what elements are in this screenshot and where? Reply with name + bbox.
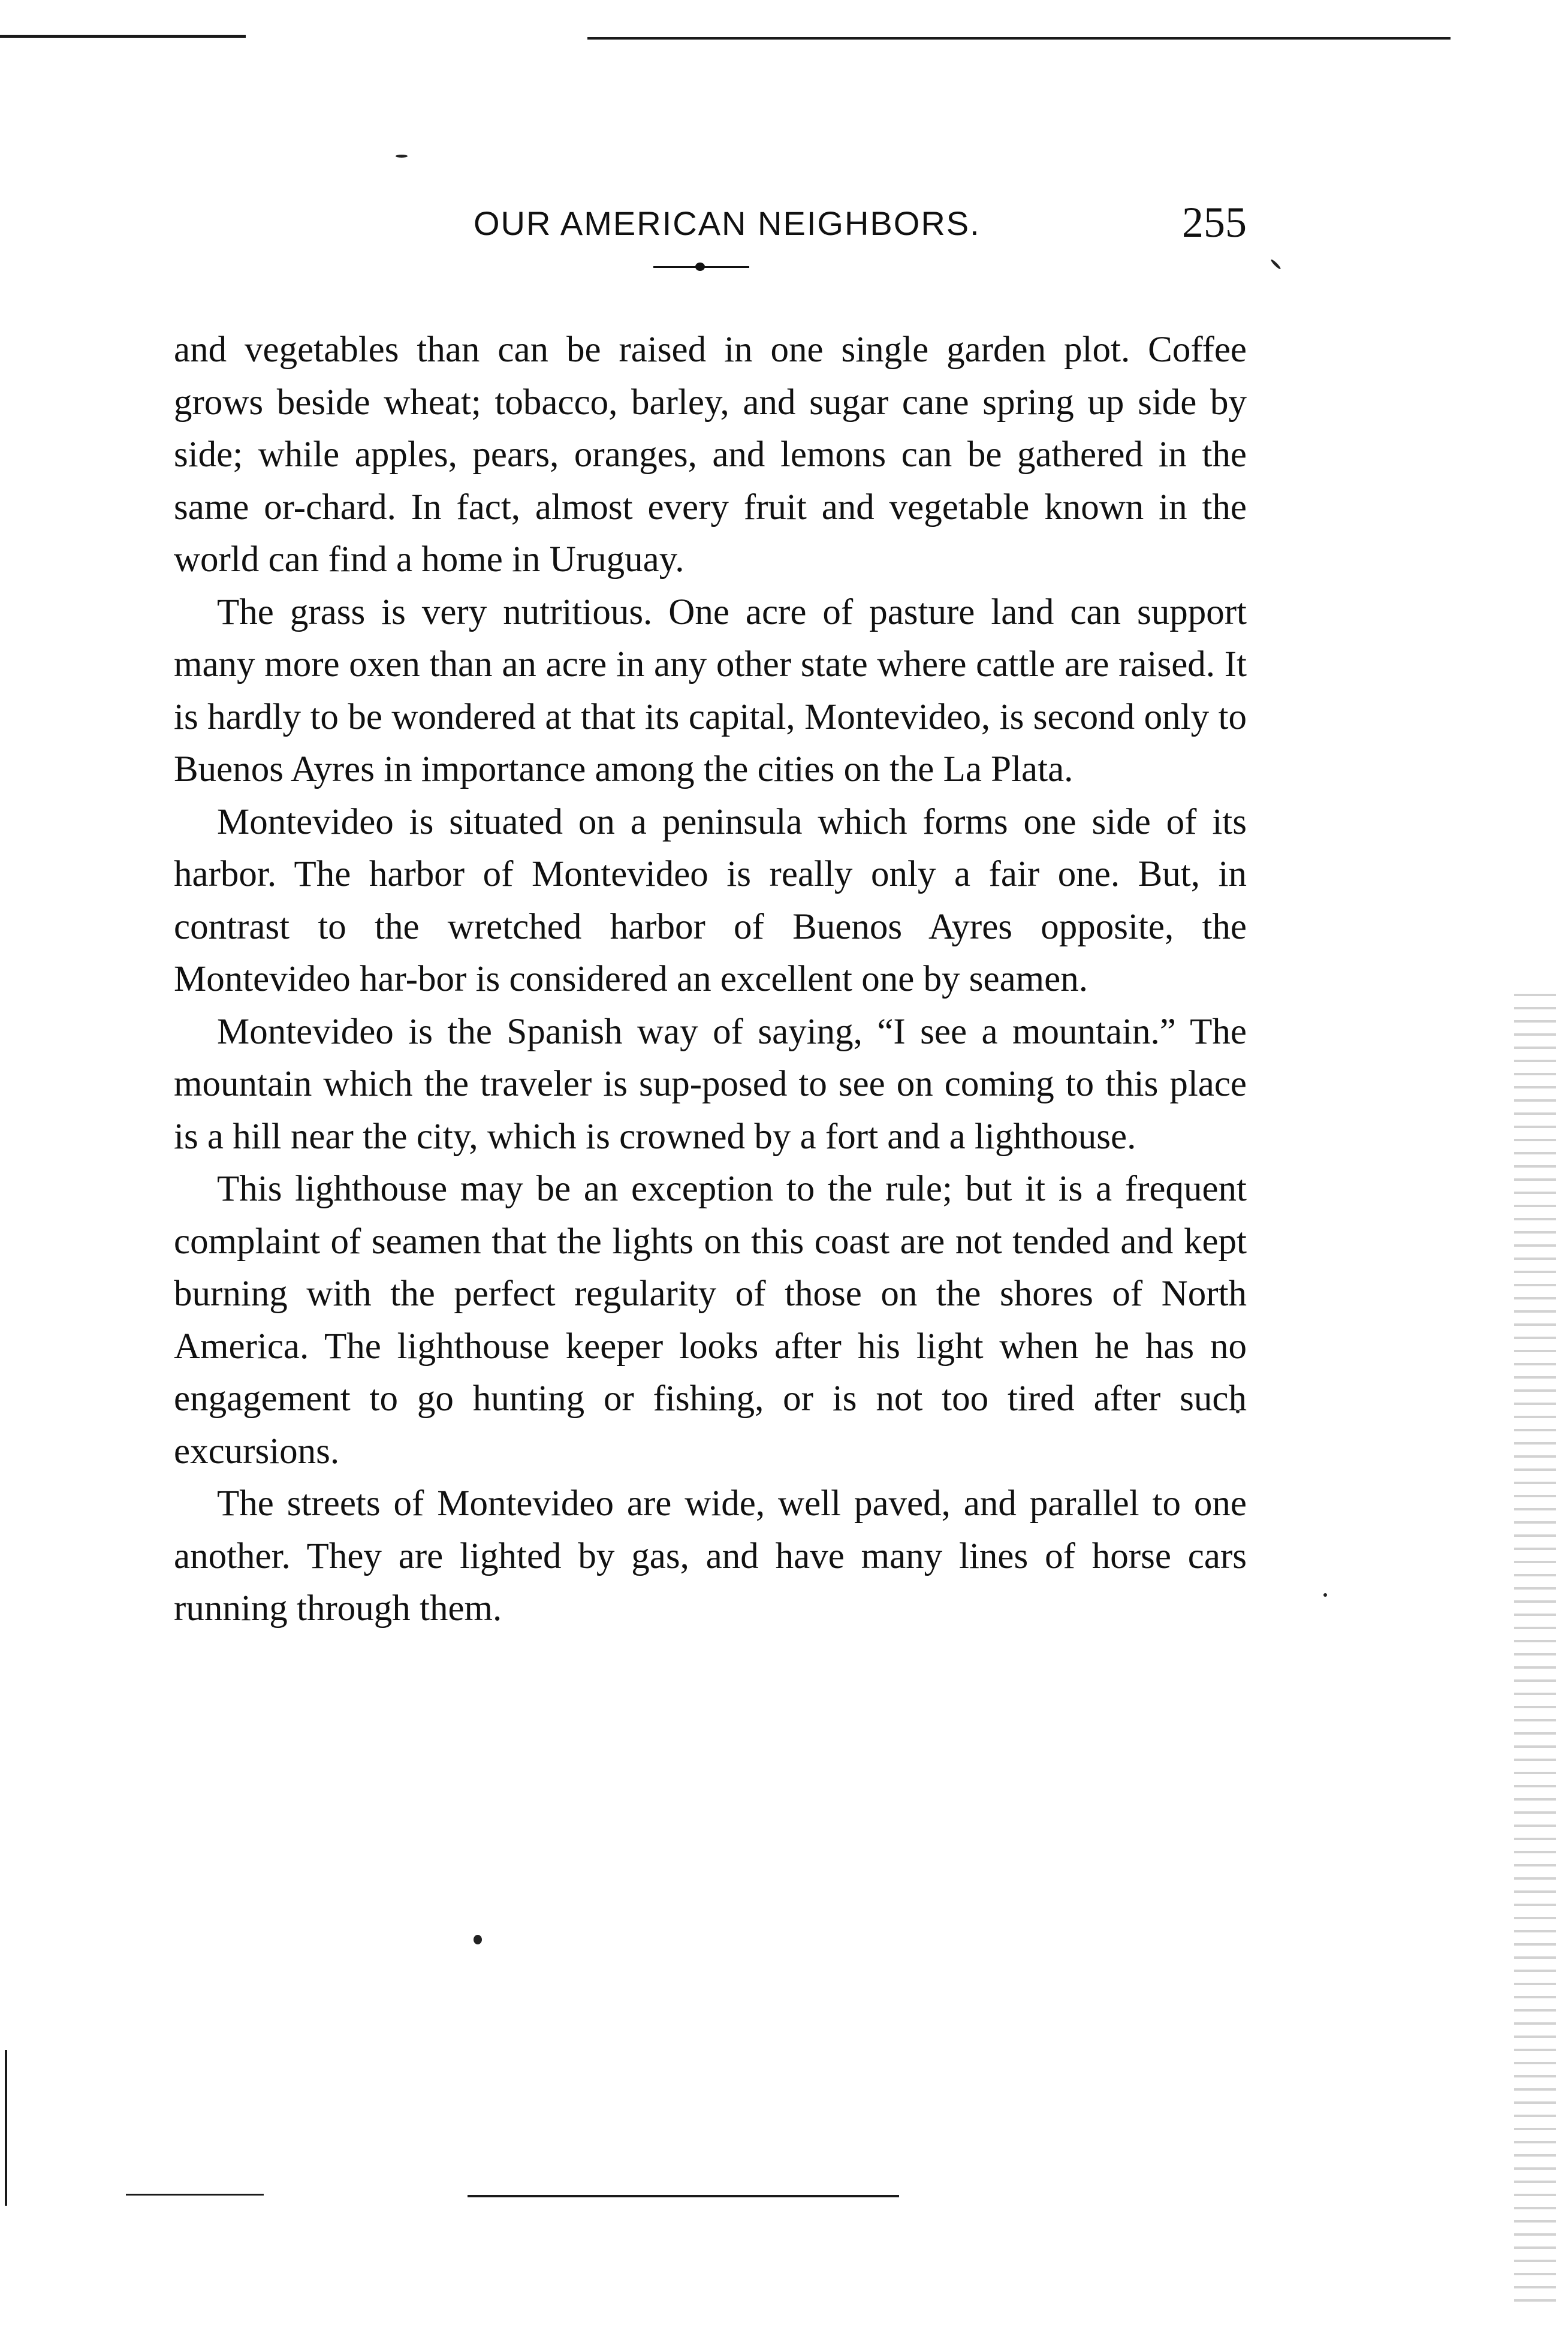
scan-speck bbox=[396, 155, 408, 158]
running-title: OUR AMERICAN NEIGHBORS. bbox=[474, 204, 981, 242]
ornament-dot bbox=[695, 263, 705, 271]
head-ornament bbox=[653, 265, 749, 269]
page-number: 255 bbox=[1182, 198, 1247, 246]
scan-left-edge bbox=[5, 2050, 7, 2206]
scan-speck bbox=[1323, 1593, 1327, 1597]
scan-bottom-rule-left bbox=[126, 2194, 264, 2196]
scan-speck bbox=[1270, 258, 1281, 270]
scan-top-rule-right bbox=[587, 37, 1451, 40]
book-page bbox=[174, 180, 1247, 1635]
paragraph: The grass is very nutritious. One acre of pasture land can support many more oxen than an acre in any other state where cattle are raised. It is hardly to be wondered at that its capital, Montevideo, is second only to Buenos Ayres in importance among the cities on the La Plata. bbox=[174, 592, 1247, 789]
scan-top-rule-left bbox=[0, 35, 246, 38]
paragraph: and vegetables than can be raised in one single garden plot. Coffee grows beside wheat; tobacco, barley, and sugar cane spring up side by side; while apples, pears, oranges, and lemons can be gathered in the same or-chard. In fact, almost every fruit and vegetable known in the world can find a home in Uruguay. bbox=[174, 330, 1247, 580]
scan-right-edge-noise bbox=[1514, 983, 1556, 2302]
paragraph: This lighthouse may be an exception to the rule; but it is a frequent complaint of seamen that the lights on this coast are not tended and kept burning with the perfect regularity of those on the shores of North America. The lighthouse keeper looks after his light when he has no engagement to go hunting or fishing, or is not too tired after such excursions. bbox=[174, 1169, 1247, 1471]
scan-speck bbox=[474, 1935, 482, 1944]
body-text bbox=[174, 324, 1247, 1635]
paragraph: The streets of Montevideo are wide, well paved, and parallel to one another. They are lighted by gas, and have many lines of horse cars running through them. bbox=[174, 1483, 1247, 1629]
scan-bottom-rule bbox=[468, 2195, 899, 2197]
paragraph: Montevideo is situated on a peninsula which forms one side of its harbor. The harbor of Montevideo is really only a fair one. But, in contrast to the wretched harbor of Buenos Ayres opposite, the Montevideo har-bor is considered an excellent one by seamen. bbox=[174, 801, 1247, 999]
paragraph: Montevideo is the Spanish way of saying, “I see a mountain.” The mountain which the traveler is sup-posed to see on coming to this place is a hill near the city, which is crowned by a fort and a lighthouse. bbox=[174, 1011, 1247, 1157]
running-head bbox=[174, 180, 1247, 276]
